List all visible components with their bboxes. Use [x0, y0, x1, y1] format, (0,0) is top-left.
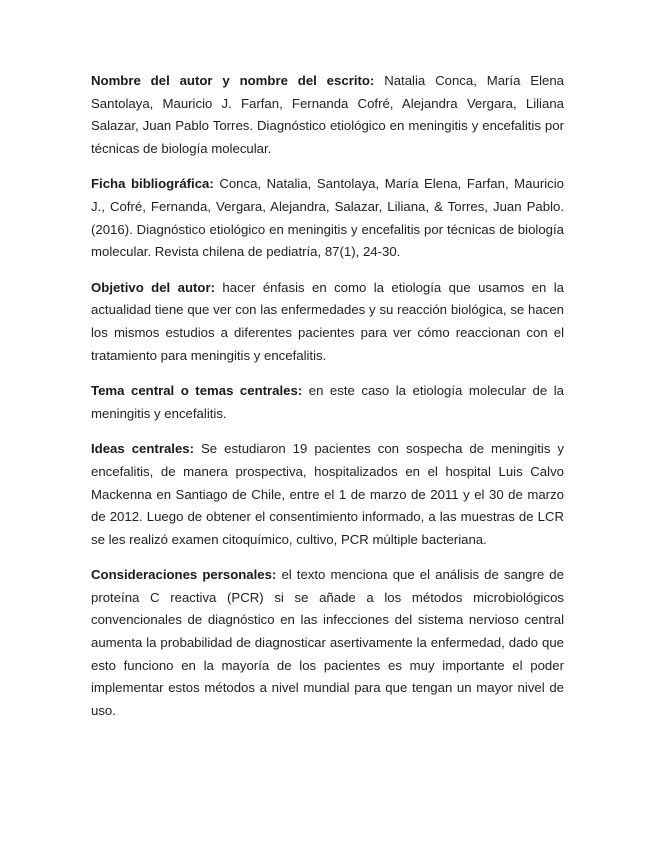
section-central-ideas: [91, 438, 564, 551]
section-text: Se estudiaron 19 pacientes con sospecha de meningitis y encefalitis, de manera prospectiva, hospitalizados en el hospital Luis Calvo Mackenna en Santiago de Chile, entre el 1 de marzo de 2011 y el 30 de marzo de 2012. Luego de obtener el consentimiento informado, a las muestras de LCR se les realizó examen citoquímico, cultivo, PCR múltiple bacteriana.: [91, 441, 564, 547]
section-text: en este caso la etiología molecular de la meningitis y encefalitis.: [91, 383, 564, 421]
section-label: Tema central o temas centrales:: [91, 383, 303, 399]
section-label: Consideraciones personales:: [91, 567, 277, 583]
section-author-objective: [91, 277, 564, 367]
section-text: el texto menciona que el análisis de sangre de proteína C reactiva (PCR) si se añade a los métodos microbiológicos convencionales de diagnóstico en las infecciones del sistema nervioso central aumenta la probabilidad de diagnosticar asertivamente la enfermedad, dado que esto funciono en la mayoría de los pacientes es muy importante el poder implementar estos métodos a nivel mundial para que tengan un mayor nivel de uso.: [91, 567, 564, 718]
section-label: Ideas centrales:: [91, 441, 195, 457]
section-label: Nombre del autor y nombre del escrito:: [91, 73, 375, 88]
section-personal-considerations: [91, 564, 564, 722]
section-label: Objetivo del autor:: [91, 279, 215, 295]
section-author-title: [91, 70, 564, 160]
section-label: Ficha bibliográfica:: [91, 176, 214, 192]
section-bibliography: [91, 173, 564, 263]
section-text: hacer énfasis en como la etiología que usamos en la actualidad tiene que ver con las enfermedades y su reacción biológica, se hacen los mismos estudios a diferentes pacientes para ver cómo reaccionan con el tratamiento para meningitis y encefalitis.: [91, 279, 565, 363]
section-text: Conca, Natalia, Santolaya, María Elena, Farfan, Mauricio J., Cofré, Fernanda, Vergara, Alejandra, Salazar, Liliana, & Torres, Juan Pablo. (2016). Diagnóstico etiológico en meningitis y encefalitis por técnicas de biología molecular. Revista chilena de pediatría, 87(1), 24-30.: [91, 176, 565, 260]
section-central-theme: [91, 380, 564, 425]
document-page: [91, 70, 564, 735]
section-text: Natalia Conca, María Elena Santolaya, Mauricio J. Farfan, Fernanda Cofré, Alejandra Vergara, Liliana Salazar, Juan Pablo Torres. Diagnóstico etiológico en meningitis y encefalitis por técnicas de biología molecular.: [91, 73, 565, 156]
